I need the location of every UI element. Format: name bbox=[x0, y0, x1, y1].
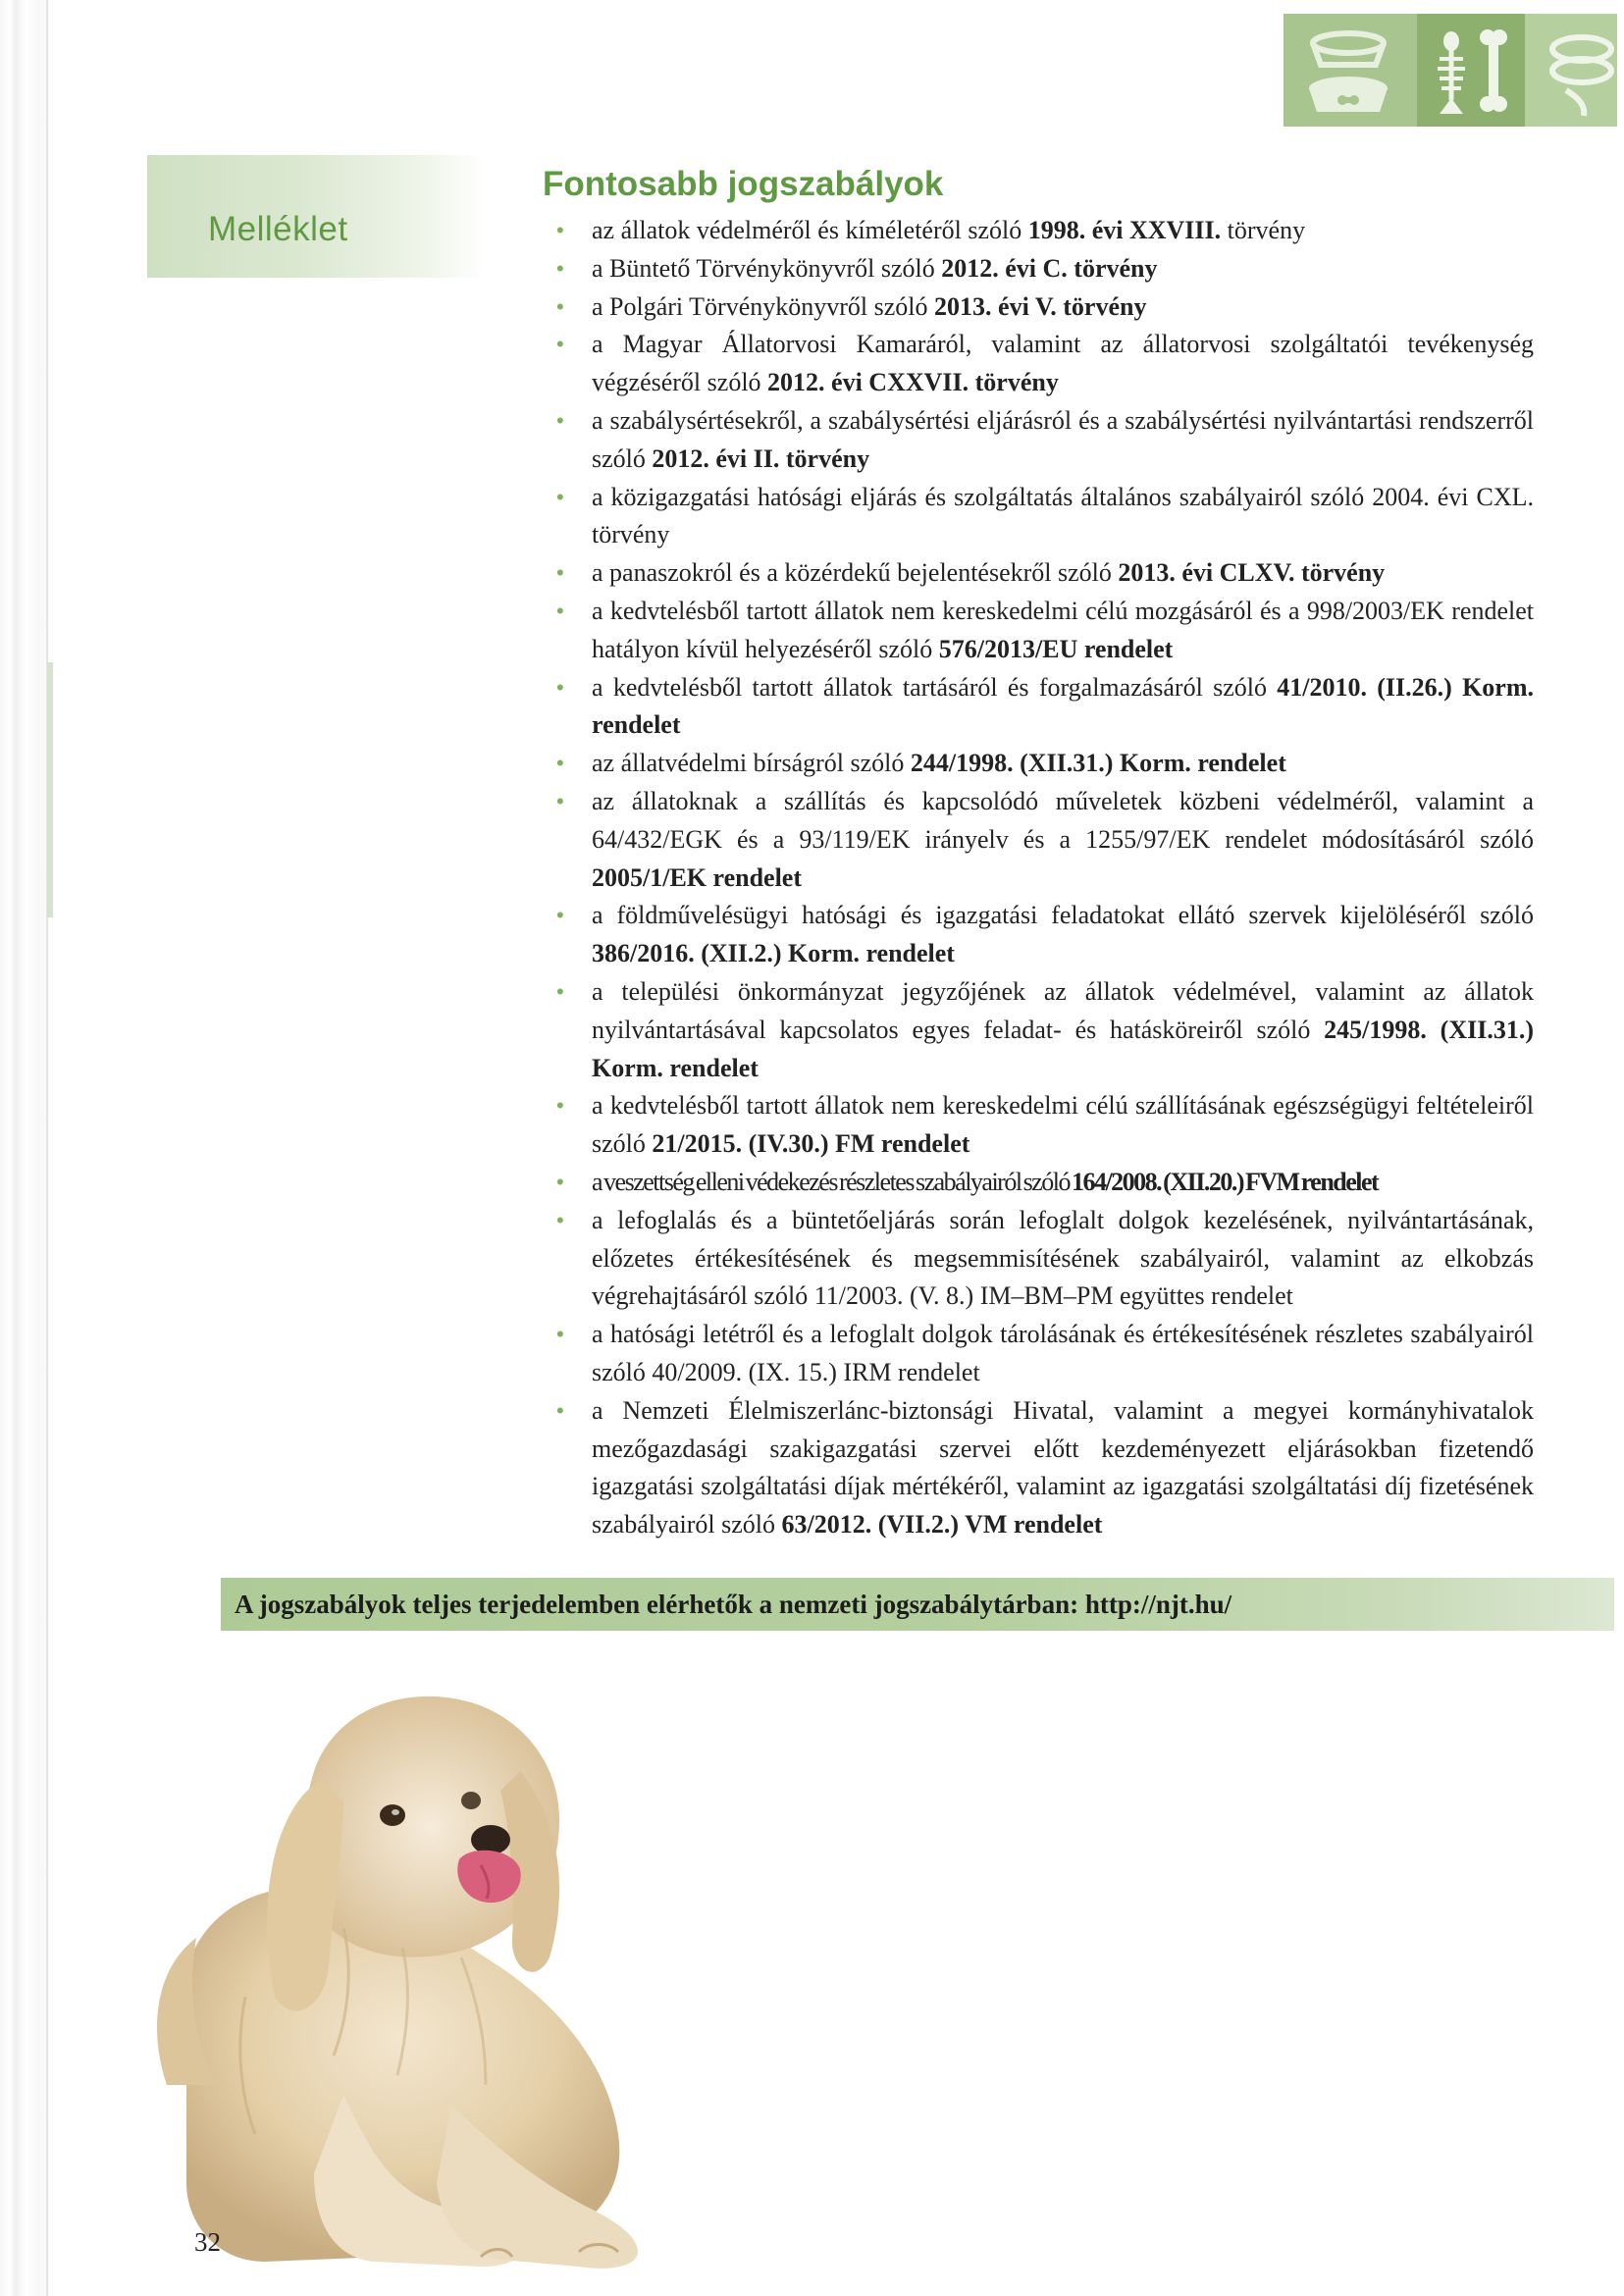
law-text: a kedvtelésből tartott állatok nem kereskedelmi célú mozgásáról és a 998/2003/EK rendelet hatályon kívül helyezéséről szóló bbox=[592, 596, 1534, 663]
law-text: a Magyar Állatorvosi Kamaráról, valamint az állatorvosi szolgáltatói tevékenység végzéséről szóló bbox=[592, 330, 1534, 397]
law-item bbox=[543, 1202, 1534, 1316]
law-item bbox=[543, 745, 1534, 783]
bullet-icon: • bbox=[556, 978, 564, 1004]
binding-line bbox=[46, 0, 48, 2296]
law-text: a kedvtelésből tartott állatok tartásáról és forgalmazásáról szóló bbox=[592, 672, 1278, 702]
bullet-icon: • bbox=[556, 788, 564, 813]
law-item bbox=[543, 212, 1534, 250]
bullet-icon: • bbox=[556, 218, 564, 242]
law-text: a kedvtelésből tartott állatok nem kereskedelmi célú szállításának egészségügyi feltételeiről szóló bbox=[592, 1091, 1534, 1159]
law-reference: 164/2008. (XII.20.) FVM rendelet bbox=[1071, 1167, 1379, 1196]
law-item bbox=[543, 783, 1534, 897]
section-label: Melléklet bbox=[208, 210, 348, 248]
bullet-icon: • bbox=[556, 332, 564, 357]
law-reference: 2012. évi II. törvény bbox=[652, 444, 870, 473]
law-item bbox=[543, 593, 1534, 669]
law-item bbox=[543, 1164, 1534, 1202]
law-item bbox=[543, 402, 1534, 479]
bullet-icon: • bbox=[556, 293, 564, 319]
icon-tile-bones bbox=[1417, 14, 1525, 127]
law-text: a panaszokról és a közérdekű bejelentésekről szóló bbox=[592, 558, 1119, 588]
bullet-icon: • bbox=[556, 560, 564, 586]
law-reference: 245/1998. (XII.31.) Korm. rendelet bbox=[592, 1015, 1534, 1082]
law-text: a Polgári Törvénykönyvről szóló bbox=[592, 291, 935, 321]
law-text: az állatoknak a szállítás és kapcsolódó műveletek közbeni védelméről, valamint a 64/432/EGK és a 93/119/EK irányelv és a 1255/97/EK rendelet módosításáról szóló bbox=[592, 786, 1534, 854]
law-text: a szabálysértésekről, a szabálysértési eljárásról és a szabálysértési nyilvántartási rendszerről szóló bbox=[592, 405, 1534, 473]
bullet-icon: • bbox=[556, 751, 564, 776]
legislation-list bbox=[543, 212, 1534, 1544]
law-reference: 63/2012. (VII.2.) VM rendelet bbox=[781, 1510, 1103, 1539]
law-reference: 244/1998. (XII.31.) Korm. rendelet bbox=[910, 749, 1286, 778]
law-reference: 2013. évi V. törvény bbox=[934, 291, 1147, 321]
legislation-section bbox=[543, 163, 1534, 1544]
bullet-icon: • bbox=[556, 484, 564, 509]
law-reference: 2012. évi C. törvény bbox=[941, 253, 1158, 283]
law-text: a lefoglalás és a büntetőeljárás során lefoglalt dolgok kezelésének, nyilvántartásának, előzetes értékesítésének és megsemmisítésének szabályairól, valamint az elkobzás végrehajtásáról szóló 11/2003. (V. 8.) IM–BM–PM együttes rendelet bbox=[592, 1205, 1534, 1311]
law-item bbox=[543, 326, 1534, 402]
law-text: a hatósági letétről és a lefoglalt dolgok tárolásának és értékesítésének részletes szabályairól szóló 40/2009. (IX. 15.) IRM rendelet bbox=[592, 1320, 1534, 1386]
law-reference: 386/2016. (XII.2.) Korm. rendelet bbox=[592, 939, 955, 968]
law-reference: 576/2013/EU rendelet bbox=[938, 634, 1174, 663]
page-number: 32 bbox=[194, 2227, 221, 2257]
info-banner bbox=[221, 1578, 1614, 1631]
pet-bowl-icon bbox=[1291, 22, 1409, 120]
bullet-icon: • bbox=[556, 903, 564, 928]
icon-strip bbox=[1283, 14, 1617, 127]
law-text: az állatvédelmi bírságról szóló bbox=[592, 749, 911, 778]
law-reference: 21/2015. (IV.30.) FM rendelet bbox=[652, 1129, 970, 1159]
law-text: az állatok védelméről és kíméletéről szóló bbox=[592, 216, 1028, 244]
law-text: a települési önkormányzat jegyzőjének az állatok védelmével, valamint az állatok nyilvántartásával kapcsolatos egyes feladat- és hatásköreiről szóló bbox=[592, 976, 1534, 1044]
law-text: a veszettség elleni védekezés részletes szabályairól szóló bbox=[592, 1167, 1072, 1196]
law-item bbox=[543, 1087, 1534, 1164]
law-item bbox=[543, 973, 1534, 1087]
bullet-icon: • bbox=[556, 1169, 563, 1194]
law-item bbox=[543, 897, 1534, 973]
law-item bbox=[543, 288, 1534, 327]
law-item bbox=[543, 250, 1534, 288]
bullet-icon: • bbox=[556, 1322, 564, 1347]
law-reference: 2005/1/EK rendelet bbox=[592, 862, 803, 892]
section-title: Fontosabb jogszabályok bbox=[543, 165, 944, 203]
law-item bbox=[543, 669, 1534, 746]
law-text: a közigazgatási hatósági eljárás és szolgáltatás általános szabályairól szóló 2004. évi CXL. törvény bbox=[592, 482, 1534, 549]
bullet-icon: • bbox=[556, 407, 564, 433]
law-reference: 2012. évi CXXVII. törvény bbox=[767, 368, 1059, 397]
law-text: a Nemzeti Élelmiszerlánc-biztonsági Hivatal, valamint a megyei kormányhivatalok mezőgazdasági szakigazgatási szervei előtt kezdeményezett eljárásokban fizetendő igazgatási szolgáltatási díjak mértékéről, valamint az igazgatási szolgáltatási díj fizetésének szabályairól szóló bbox=[592, 1395, 1534, 1539]
law-reference: 1998. évi XXVIII. bbox=[1027, 216, 1222, 244]
law-text: a földművelésügyi hatósági és igazgatási feladatokat ellátó szervek kijelöléséről szóló bbox=[592, 901, 1534, 930]
collar-icon bbox=[1527, 22, 1615, 120]
law-text: a Büntető Törvénykönyvről szóló bbox=[592, 253, 942, 283]
law-item bbox=[543, 1392, 1534, 1544]
page-binding bbox=[0, 0, 57, 2296]
bullet-icon: • bbox=[556, 1397, 564, 1423]
law-reference: 41/2010. (II.26.) Korm. rendelet bbox=[592, 672, 1534, 740]
icon-tile-collar bbox=[1525, 14, 1617, 127]
law-item bbox=[543, 554, 1534, 593]
law-item bbox=[543, 479, 1534, 555]
dog-photo bbox=[147, 1673, 726, 2281]
bullet-icon: • bbox=[556, 598, 564, 623]
binding-accent bbox=[47, 662, 53, 917]
law-item bbox=[543, 1316, 1534, 1392]
law-reference: 2013. évi CLXV. törvény bbox=[1118, 558, 1386, 588]
fish-bone-and-bone-icon bbox=[1420, 20, 1522, 122]
icon-tile-bowl bbox=[1283, 14, 1417, 127]
banner-text: A jogszabályok teljes terjedelemben elérhetők a nemzeti jogszabálytárban: http://njt.hu/ bbox=[235, 1589, 1232, 1619]
bullet-icon: • bbox=[556, 1207, 564, 1232]
law-text: törvény bbox=[1221, 216, 1306, 244]
bullet-icon: • bbox=[556, 255, 564, 281]
bullet-icon: • bbox=[556, 674, 564, 700]
bullet-icon: • bbox=[556, 1093, 564, 1119]
